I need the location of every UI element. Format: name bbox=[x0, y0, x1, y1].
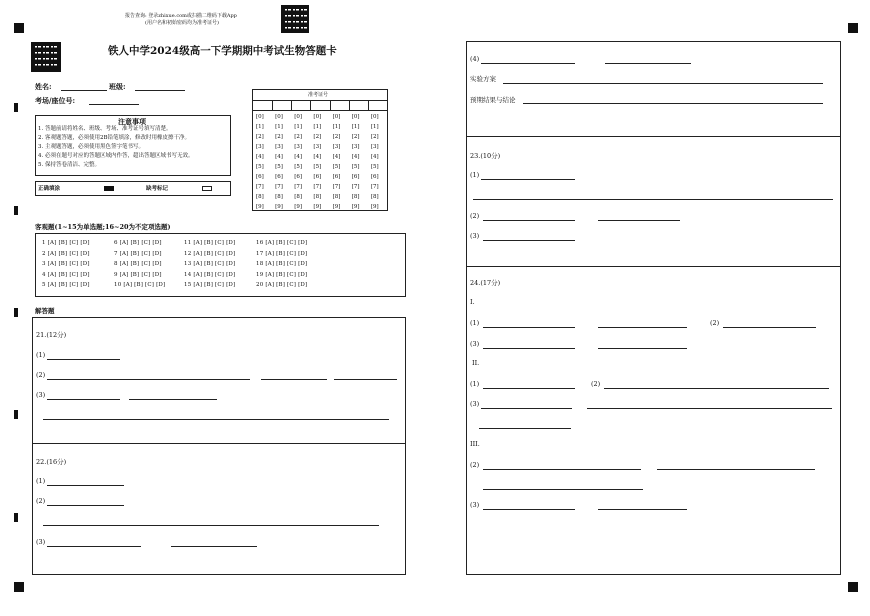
class-field[interactable] bbox=[135, 90, 185, 91]
admission-digit-bubble[interactable]: [7] bbox=[294, 184, 303, 190]
admission-digit-bubble[interactable]: [8] bbox=[313, 194, 322, 200]
answer-line[interactable] bbox=[47, 505, 124, 506]
q24-s1-part1: (1) bbox=[470, 319, 480, 327]
admission-digit-bubble[interactable]: [6] bbox=[370, 174, 379, 180]
answer-line[interactable] bbox=[605, 63, 691, 64]
q24-s3-part3: (3) bbox=[470, 501, 480, 509]
objective-question-row[interactable]: 1 [A] [B] [C] [D] bbox=[42, 240, 90, 246]
answer-line[interactable] bbox=[483, 348, 575, 349]
q24-s1-part3: (3) bbox=[470, 340, 480, 348]
q22-continued-box bbox=[466, 41, 841, 137]
admission-digit-bubble[interactable]: [8] bbox=[294, 194, 303, 200]
admission-digit-bubble[interactable]: [1] bbox=[313, 124, 322, 130]
objective-question-row[interactable]: 8 [A] [B] [C] [D] bbox=[114, 261, 162, 267]
admission-digit-bubble[interactable]: [9] bbox=[294, 204, 303, 210]
side-mark bbox=[14, 206, 18, 215]
notice-item: 5. 保持答卷清洁、完整。 bbox=[38, 162, 100, 168]
admission-digit-bubble[interactable]: [9] bbox=[313, 204, 322, 210]
admission-digit-bubble[interactable]: [6] bbox=[313, 174, 322, 180]
admission-column-divider bbox=[291, 100, 292, 110]
notice-item: 2. 客观题答题，必须使用2B铅笔填涂，修改时用橡皮擦干净。 bbox=[38, 135, 191, 141]
admission-digit-bubble[interactable]: [6] bbox=[275, 174, 283, 180]
admission-number-title: 准考证号 bbox=[308, 92, 329, 98]
objective-question-row[interactable]: 10 [A] [B] [C] [D] bbox=[114, 282, 166, 288]
admission-digit-bubble[interactable]: [8] bbox=[332, 194, 341, 200]
answer-line[interactable] bbox=[503, 83, 823, 84]
answer-line[interactable] bbox=[481, 179, 575, 180]
q24-s1-part2: (2) bbox=[710, 319, 720, 327]
qr-code-icon bbox=[281, 5, 309, 33]
admission-digit-bubble[interactable]: [2] bbox=[256, 134, 264, 140]
admission-digit-bubble[interactable]: [6] bbox=[332, 174, 341, 180]
corner-mark-tl bbox=[14, 23, 24, 33]
admission-digit-bubble[interactable]: [0] bbox=[313, 114, 322, 120]
q24-box bbox=[466, 266, 841, 575]
admission-digit-bubble[interactable]: [9] bbox=[351, 204, 360, 210]
answer-line[interactable] bbox=[47, 546, 141, 547]
admission-column-divider bbox=[272, 100, 273, 110]
objective-question-row[interactable]: 2 [A] [B] [C] [D] bbox=[42, 250, 90, 257]
name-field[interactable] bbox=[61, 90, 107, 91]
q24-title: 24.(17分) bbox=[470, 279, 501, 287]
admission-digit-bubble[interactable]: [0] bbox=[332, 114, 341, 120]
answer-line[interactable] bbox=[43, 419, 389, 420]
admission-digit-bubble[interactable]: [4] bbox=[370, 154, 379, 160]
fill-sample-box bbox=[35, 181, 231, 196]
q24-section-3: III. bbox=[470, 440, 480, 448]
notice-box bbox=[35, 115, 231, 176]
admission-digit-bubble[interactable]: [3] bbox=[313, 144, 322, 150]
answer-line[interactable] bbox=[483, 469, 641, 470]
admission-digit-bubble[interactable]: [4] bbox=[332, 154, 341, 160]
admission-digit-bubble[interactable]: [6] bbox=[294, 174, 303, 180]
corner-mark-br bbox=[848, 582, 858, 592]
answer-line[interactable] bbox=[483, 327, 575, 328]
admission-digit-bubble[interactable]: [6] bbox=[256, 174, 264, 180]
q22-part1: (1) bbox=[36, 477, 46, 485]
q24-section-1: I. bbox=[470, 298, 475, 306]
admission-digit-bubble[interactable]: [1] bbox=[294, 124, 303, 130]
objective-question-row[interactable]: 12 [A] [B] [C] [D] bbox=[184, 250, 236, 257]
objective-question-row[interactable]: 7 [A] [B] [C] [D] bbox=[114, 250, 162, 257]
class-label: 班级: bbox=[109, 82, 126, 91]
admission-digit-bubble[interactable]: [5] bbox=[256, 164, 264, 170]
answer-line[interactable] bbox=[598, 348, 687, 349]
answer-line[interactable] bbox=[481, 63, 575, 64]
admission-digit-bubble[interactable]: [2] bbox=[294, 134, 303, 140]
q24-s3-part2: (2) bbox=[470, 461, 480, 469]
admission-digit-bubble[interactable]: [5] bbox=[313, 164, 322, 170]
notice-item: 1. 答题前请将姓名、班级、考场、准考证号填写清楚。 bbox=[38, 126, 172, 132]
admission-digit-bubble[interactable]: [5] bbox=[332, 164, 341, 170]
seat-label: 考场/座位号: bbox=[35, 96, 76, 105]
objective-question-row[interactable]: 4 [A] [B] [C] [D] bbox=[42, 271, 90, 278]
admission-digit-bubble[interactable]: [3] bbox=[256, 144, 264, 150]
q24-s2-part3: (3) bbox=[470, 400, 480, 408]
answer-line[interactable] bbox=[604, 388, 829, 389]
admission-digit-bubble[interactable]: [1] bbox=[256, 124, 264, 130]
name-label: 姓名: bbox=[35, 82, 52, 91]
admission-digit-bubble[interactable]: [1] bbox=[275, 124, 283, 130]
q24-section-2: II. bbox=[472, 359, 480, 367]
correct-fill-sample bbox=[104, 186, 114, 191]
objective-question-row[interactable]: 9 [A] [B] [C] [D] bbox=[114, 271, 162, 278]
answer-line[interactable] bbox=[483, 240, 575, 241]
admission-column-divider bbox=[310, 100, 311, 110]
page-title: 铁人中学2024级高一下学期期中考试生物答题卡 bbox=[108, 45, 337, 57]
answer-line[interactable] bbox=[334, 379, 397, 380]
admission-digit-bubble[interactable]: [0] bbox=[370, 114, 379, 120]
q23-box bbox=[466, 136, 841, 267]
notice-item: 4. 必须在题号对应的答题区域内作答，超出答题区域书写无效。 bbox=[38, 153, 194, 159]
admission-digit-bubble[interactable]: [4] bbox=[313, 154, 322, 160]
answer-line[interactable] bbox=[598, 327, 687, 328]
admission-digit-bubble[interactable]: [0] bbox=[351, 114, 360, 120]
answer-line[interactable] bbox=[47, 399, 120, 400]
admission-digit-bubble[interactable]: [9] bbox=[370, 204, 379, 210]
admission-digit-bubble[interactable]: [0] bbox=[275, 114, 283, 120]
q24-s2-part2: (2) bbox=[591, 380, 601, 388]
answer-line[interactable] bbox=[47, 359, 120, 360]
admission-digit-bubble[interactable]: [7] bbox=[370, 184, 379, 190]
objective-question-row[interactable]: 14 [A] [B] [C] [D] bbox=[184, 271, 236, 278]
admission-digit-bubble[interactable]: [6] bbox=[351, 174, 360, 180]
absent-mark-label: 缺考标记 bbox=[146, 186, 169, 192]
report-query-note: (用户名和初始密码均为准考证号) bbox=[145, 20, 219, 26]
admission-digit-bubble[interactable]: [8] bbox=[275, 194, 283, 200]
admission-digit-bubble[interactable]: [2] bbox=[275, 134, 283, 140]
admission-digit-bubble[interactable]: [7] bbox=[275, 184, 283, 190]
absent-mark-checkbox[interactable] bbox=[202, 186, 212, 191]
experiment-plan-label: 实验方案 bbox=[470, 75, 496, 83]
q21-title: 21.(12分) bbox=[36, 331, 67, 339]
admission-digit-bubble[interactable]: [2] bbox=[313, 134, 322, 140]
admission-digit-bubble[interactable]: [1] bbox=[332, 124, 341, 130]
expected-result-label: 预期结果与结论 bbox=[470, 96, 516, 104]
q21-part1: (1) bbox=[36, 351, 46, 359]
answer-line[interactable] bbox=[47, 485, 124, 486]
answer-line[interactable] bbox=[657, 469, 815, 470]
objective-question-row[interactable]: 3 [A] [B] [C] [D] bbox=[42, 261, 90, 267]
admission-column-divider bbox=[368, 100, 369, 110]
admission-digit-bubble[interactable]: [3] bbox=[370, 144, 379, 150]
qr-code-icon bbox=[31, 42, 61, 72]
admission-digit-bubble[interactable]: [9] bbox=[256, 204, 264, 210]
answer-line[interactable] bbox=[481, 408, 572, 409]
admission-digit-bubble[interactable]: [5] bbox=[294, 164, 303, 170]
q22-part3: (3) bbox=[36, 538, 46, 546]
admission-digit-bubble[interactable]: [0] bbox=[256, 114, 264, 120]
admission-digit-bubble[interactable]: [7] bbox=[256, 184, 264, 190]
answer-line[interactable] bbox=[479, 428, 571, 429]
q22-part4: (4) bbox=[470, 55, 480, 63]
answer-line[interactable] bbox=[483, 489, 643, 490]
side-mark bbox=[14, 308, 18, 317]
q21-part2: (2) bbox=[36, 371, 46, 379]
admission-digit-bubble[interactable]: [9] bbox=[275, 204, 283, 210]
q23-part3: (3) bbox=[470, 232, 480, 240]
q24-s2-part1: (1) bbox=[470, 380, 480, 388]
admission-digit-bubble[interactable]: [2] bbox=[332, 134, 341, 140]
admission-digit-bubble[interactable]: [4] bbox=[294, 154, 303, 160]
objective-question-row[interactable]: 11 [A] [B] [C] [D] bbox=[184, 240, 236, 246]
admission-digit-bubble[interactable]: [4] bbox=[351, 154, 360, 160]
admission-number-box bbox=[252, 89, 388, 211]
admission-digit-bubble[interactable]: [3] bbox=[275, 144, 283, 150]
q23-title: 23.(10分) bbox=[470, 152, 501, 160]
admission-digit-bubble[interactable]: [5] bbox=[275, 164, 283, 170]
objective-question-row[interactable]: 6 [A] [B] [C] [D] bbox=[114, 240, 162, 246]
q21-box bbox=[32, 317, 406, 444]
subjective-title: 解答题 bbox=[35, 307, 55, 315]
notice-title: 注意事项 bbox=[118, 117, 146, 126]
answer-line[interactable] bbox=[43, 525, 379, 526]
answer-line[interactable] bbox=[483, 388, 575, 389]
admission-digit-bubble[interactable]: [8] bbox=[351, 194, 360, 200]
admission-digit-bubble[interactable]: [7] bbox=[313, 184, 322, 190]
admission-digit-bubble[interactable]: [9] bbox=[332, 204, 341, 210]
admission-digit-bubble[interactable]: [4] bbox=[256, 154, 264, 160]
answer-line[interactable] bbox=[523, 103, 823, 104]
answer-line[interactable] bbox=[598, 220, 680, 221]
admission-digit-bubble[interactable]: [8] bbox=[256, 194, 264, 200]
q22-title: 22.(16分) bbox=[36, 458, 67, 466]
admission-digit-bubble[interactable]: [1] bbox=[370, 124, 379, 130]
side-mark bbox=[14, 103, 18, 112]
objective-question-row[interactable]: 19 [A] [B] [C] [D] bbox=[256, 271, 308, 278]
answer-line[interactable] bbox=[598, 509, 687, 510]
admission-digit-bubble[interactable]: [4] bbox=[275, 154, 283, 160]
admission-digit-bubble[interactable]: [2] bbox=[370, 134, 379, 140]
answer-line[interactable] bbox=[723, 327, 816, 328]
correct-fill-label: 正确填涂 bbox=[38, 186, 61, 192]
admission-digit-bubble[interactable]: [3] bbox=[332, 144, 341, 150]
objective-question-row[interactable]: 13 [A] [B] [C] [D] bbox=[184, 261, 236, 267]
q23-part2: (2) bbox=[470, 212, 480, 220]
corner-mark-bl bbox=[14, 582, 24, 592]
q23-part1: (1) bbox=[470, 171, 480, 179]
answer-line[interactable] bbox=[261, 379, 327, 380]
answer-line[interactable] bbox=[587, 408, 832, 409]
objective-question-row[interactable]: 17 [A] [B] [C] [D] bbox=[256, 250, 308, 257]
objective-question-row[interactable]: 5 [A] [B] [C] [D] bbox=[42, 282, 90, 288]
admission-digit-bubble[interactable]: [3] bbox=[351, 144, 360, 150]
answer-line[interactable] bbox=[129, 399, 217, 400]
objective-title: 客观题(1~15为单选题;16~20为不定项选题) bbox=[35, 223, 171, 231]
admission-digit-bubble[interactable]: [7] bbox=[332, 184, 341, 190]
answer-line[interactable] bbox=[473, 199, 833, 200]
answer-line[interactable] bbox=[47, 379, 250, 380]
admission-digit-bubble[interactable]: [3] bbox=[294, 144, 303, 150]
admission-digit-bubble[interactable]: [7] bbox=[351, 184, 360, 190]
objective-question-row[interactable]: 16 [A] [B] [C] [D] bbox=[256, 240, 308, 246]
admission-digit-bubble[interactable]: [0] bbox=[294, 114, 303, 120]
objective-question-row[interactable]: 18 [A] [B] [C] [D] bbox=[256, 261, 308, 267]
answer-line[interactable] bbox=[483, 509, 575, 510]
q21-part3: (3) bbox=[36, 391, 46, 399]
corner-mark-tr bbox=[848, 23, 858, 33]
admission-digit-bubble[interactable]: [5] bbox=[351, 164, 360, 170]
objective-question-row[interactable]: 20 [A] [B] [C] [D] bbox=[256, 282, 308, 288]
side-mark bbox=[14, 513, 18, 522]
report-query-text: 报告查询: 登录zhixue.com或扫描二维码下载App bbox=[125, 13, 237, 19]
seat-field[interactable] bbox=[89, 104, 139, 105]
objective-box bbox=[35, 233, 406, 297]
admission-digit-bubble[interactable]: [5] bbox=[370, 164, 379, 170]
objective-question-row[interactable]: 15 [A] [B] [C] [D] bbox=[184, 282, 236, 288]
notice-item: 3. 主观题答题，必须使用黑色签字笔书写。 bbox=[38, 144, 144, 150]
admission-digit-bubble[interactable]: [1] bbox=[351, 124, 360, 130]
admission-digit-bubble[interactable]: [8] bbox=[370, 194, 379, 200]
q22-part2: (2) bbox=[36, 497, 46, 505]
answer-line[interactable] bbox=[483, 220, 575, 221]
q22-box bbox=[32, 443, 406, 575]
admission-digit-bubble[interactable]: [2] bbox=[351, 134, 360, 140]
admission-column-divider bbox=[349, 100, 350, 110]
admission-column-divider bbox=[330, 100, 331, 110]
side-mark bbox=[14, 410, 18, 419]
answer-line[interactable] bbox=[171, 546, 257, 547]
